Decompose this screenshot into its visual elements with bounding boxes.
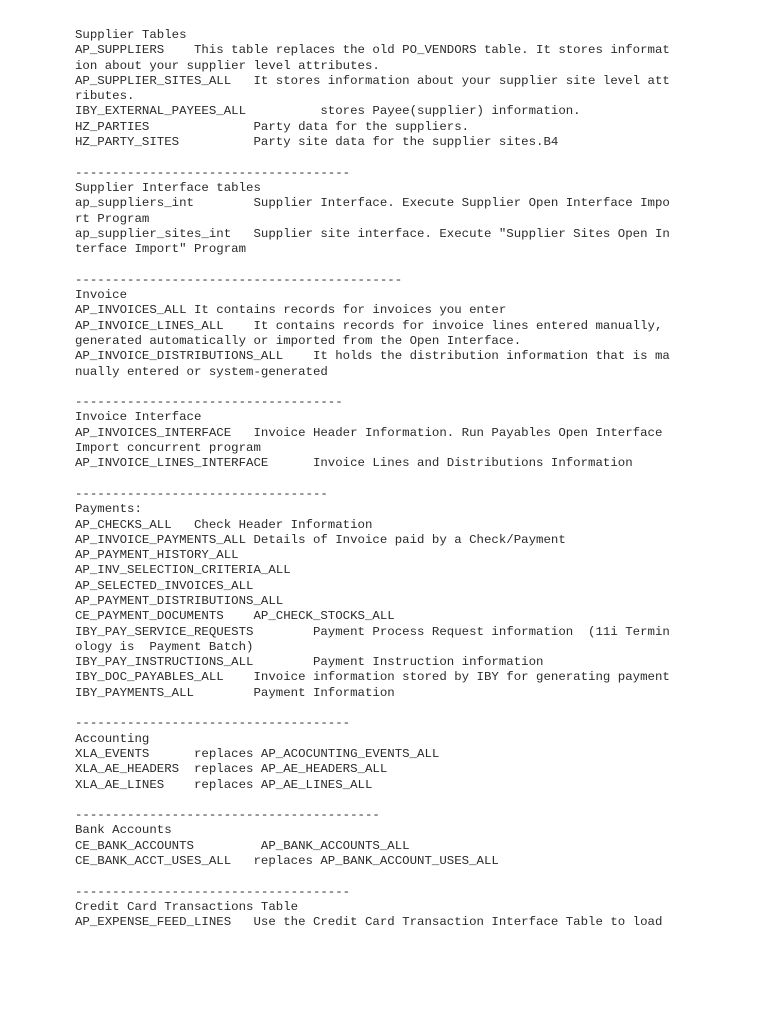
section-divider: ------------------------------------- [75, 716, 351, 731]
text-line: terface Import" Program [75, 242, 247, 257]
text-line: CE_BANK_ACCT_USES_ALL replaces AP_BANK_ACCOUNT_USES_ALL [75, 854, 499, 869]
text-line: ion about your supplier level attributes. [75, 58, 380, 73]
text-line: CE_BANK_ACCOUNTS AP_BANK_ACCOUNTS_ALL [75, 838, 410, 853]
text-line [75, 472, 755, 487]
text-line: AP_EXPENSE_FEED_LINES Use the Credit Card Transaction Interface Table to load [75, 915, 663, 930]
text-line: AP_INVOICE_PAYMENTS_ALL Details of Invoice paid by a Check/Payment [75, 532, 566, 547]
text-line: IBY_EXTERNAL_PAYEES_ALL stores Payee(supplier) information. [75, 104, 581, 119]
text-line: IBY_PAY_INSTRUCTIONS_ALL Payment Instruction information [75, 655, 544, 670]
text-line: AP_PAYMENT_HISTORY_ALL [75, 548, 239, 563]
text-line [75, 869, 755, 884]
text-line: AP_CHECKS_ALL Check Header Information [75, 517, 373, 532]
text-line: AP_PAYMENT_DISTRIBUTIONS_ALL [75, 593, 284, 608]
section-divider: ------------------------------------ [75, 395, 343, 410]
text-line: Credit Card Transactions Table [75, 899, 299, 914]
text-line: XLA_AE_HEADERS replaces AP_AE_HEADERS_ALL [75, 762, 388, 777]
text-line: Bank Accounts [75, 823, 172, 838]
text-line [75, 150, 755, 165]
text-line: generated automatically or imported from the Open Interface. [75, 333, 522, 348]
text-line: ap_suppliers_int Supplier Interface. Execute Supplier Open Interface Impo [75, 196, 670, 211]
text-line: Supplier Interface tables [75, 180, 261, 195]
text-line: AP_INVOICES_ALL It contains records for invoices you enter [75, 303, 507, 318]
text-line: Invoice [75, 288, 128, 303]
text-line: AP_SUPPLIER_SITES_ALL It stores information about your supplier site level att [75, 73, 670, 88]
text-line: Supplier Tables [75, 28, 187, 42]
section-divider: ----------------------------------------- [75, 808, 380, 823]
text-line: XLA_EVENTS replaces AP_ACOCUNTING_EVENTS_ALL [75, 746, 440, 761]
text-line: nually entered or system-generated [75, 364, 328, 379]
text-line [75, 793, 755, 808]
text-line: AP_SUPPLIERS This table replaces the old PO_VENDORS table. It stores informat [75, 43, 670, 58]
section-divider: ------------------------------------- [75, 165, 351, 180]
text-line: ributes. [75, 89, 135, 104]
text-line: Accounting [75, 731, 150, 746]
section-divider: ------------------------------------- [75, 884, 351, 899]
document-page [75, 28, 755, 931]
text-line: Payments: [75, 502, 142, 517]
text-line: CE_PAYMENT_DOCUMENTS AP_CHECK_STOCKS_ALL [75, 609, 395, 624]
text-line: rt Program [75, 211, 150, 226]
text-line: Import concurrent program [75, 441, 261, 456]
section-divider: -------------------------------------------- [75, 272, 403, 287]
text-line: IBY_DOC_PAYABLES_ALL Invoice information stored by IBY for generating payment [75, 670, 670, 685]
text-line: Invoice Interface [75, 410, 202, 425]
section-divider: ---------------------------------- [75, 486, 328, 501]
text-line: AP_INVOICES_INTERFACE Invoice Header Information. Run Payables Open Interface [75, 425, 663, 440]
text-line: AP_INVOICE_LINES_ALL It contains records for invoice lines entered manually, [75, 318, 663, 333]
text-line [75, 257, 755, 272]
text-line: ology is Payment Batch) [75, 639, 254, 654]
text-line: AP_INVOICE_LINES_INTERFACE Invoice Lines and Distributions Information [75, 456, 633, 471]
text-line [75, 380, 755, 395]
text-line [75, 701, 755, 716]
text-line: AP_INVOICE_DISTRIBUTIONS_ALL It holds the distribution information that is ma [75, 349, 670, 364]
text-line: XLA_AE_LINES replaces AP_AE_LINES_ALL [75, 777, 373, 792]
text-line: AP_SELECTED_INVOICES_ALL [75, 578, 254, 593]
text-line: HZ_PARTIES Party data for the suppliers. [75, 119, 470, 134]
text-line: IBY_PAY_SERVICE_REQUESTS Payment Process Request information (11i Termin [75, 624, 670, 639]
text-line: ap_supplier_sites_int Supplier site interface. Execute "Supplier Sites Open In [75, 226, 670, 241]
text-line: HZ_PARTY_SITES Party site data for the supplier sites.B4 [75, 135, 559, 150]
text-line: IBY_PAYMENTS_ALL Payment Information [75, 685, 395, 700]
text-line: AP_INV_SELECTION_CRITERIA_ALL [75, 563, 291, 578]
